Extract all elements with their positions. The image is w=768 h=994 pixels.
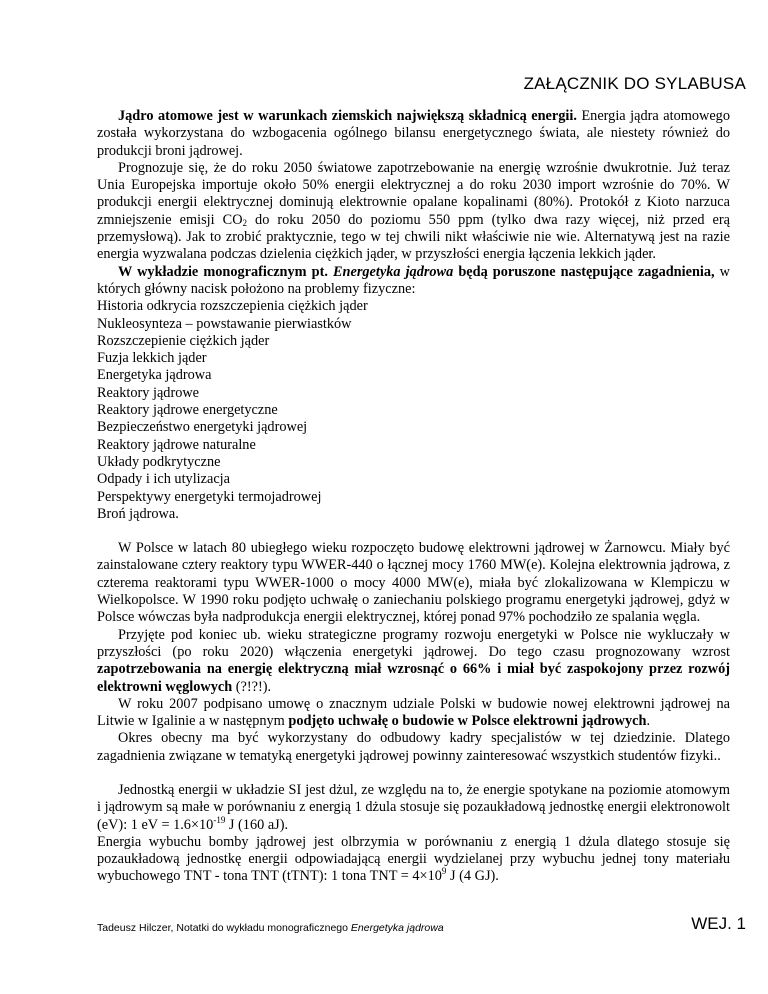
paragraph-zarnowiec: W Polsce w latach 80 ubiegłego wieku rozpoczęto budowę elektrowni jądrowej w Żarnowcu. Miały być zainstalowane cztery reaktory typu WWER-440 o łącznej mocy 1760 MW(e). Kolejna elektrownia jądrowa, z czterema reaktorami typu WWER-1000 o mocy 4000 MW(e), miała być zlokalizowana w Klempiczu w Wielkopolsce. W 1990 roku podjęto uchwałę o zaniechaniu polskiego programu energetyki jądrowej, gdyż w Polsce wówczas była nadprodukcja energii elektrycznej, której ponad 97% pochodziło ze spalania węgla. [97,540,730,626]
list-item: Historia odkrycia rozszczepienia ciężkich jąder [97,298,368,315]
strategy-text-b: (?!?!). [232,678,272,695]
list-item: Reaktory jądrowe [97,384,200,401]
paragraph-intro [97,108,730,160]
list-item: Perspektywy energetyki termojadrowej [97,488,322,505]
list-item: Reaktory jądrowe energetyczne [97,402,278,419]
footer-author-text: Tadeusz Hilczer, Notatki do wykładu monograficznego [97,922,351,934]
paragraph-2007-agreement [97,696,730,731]
list-item: Broń jądrowa. [97,505,179,522]
list-item: Nukleosynteza – powstawanie pierwiastków [97,315,352,332]
strategy-bold: zapotrzebowania na energię elektryczną miał wzrosnąć o 66% i miał być zaspokojony przez rozwój elektrowni węglowych [97,661,730,695]
agreement-bold: podjęto uchwałę o budowie w Polsce elektrowni jądrowych [288,713,647,730]
forecast-text-a: Prognozuje się, że do roku 2050 światowe zapotrzebowanie na energię wzrośnie dwukrotnie. Już teraz Unia Europejska importuje około 50% energii elektrycznej a do roku 2030 import wzrośnie do 70%. W produkcji energii elektrycznej dominują elektrownie opalane kopalinami (80%). Protokół z Kioto narzuca zmniejszenie emisji CO [97,159,730,228]
forecast-text-b: do roku 2050 do poziomu 550 ppm (tylko dwa razy więcej, niż przed erą przemysłową). Jak to zrobić praktycznie, tego w tej chwili nikt właściwie nie wie. Alternatywą jest na razie energia wyzwalana podczas dzielenia ciężkich jąder, w przyszłości energia łączenia lekkich jąder. [97,211,730,263]
ev-exponent: -19 [213,814,226,825]
co2-subscript: 2 [242,217,248,228]
lecture-course-title: Energetyka jądrowa [333,263,454,280]
strategy-text-a: Przyjęte pod koniec ub. wieku strategiczne programy rozwoju energetyki w Polsce nie wykluczały w przyszłości (po roku 2020) włączenia energetyki jądrowej. Do tego czasu prognozowany wzrost [97,626,730,660]
page-title: ZAŁĄCZNIK DO SYLABUSA [523,74,746,93]
footer-course-title: Energetyka jądrowa [350,922,444,934]
tnt-text-a: Energia wybuchu bomby jądrowej jest olbrzymia w porównaniu z energią 1 dżula dlatego stosuje się pozaukładową jednostkę energii odpowiadającą energii wydzielanej przy wybuchu jednej tony materiału wybuchowego TNT - tona TNT (tTNT): 1 tona TNT = 4×10 [97,833,730,885]
paragraph-strategy [97,627,730,696]
topic-list [97,298,730,523]
tnt-text-b: J (4 GJ). [446,868,499,885]
footer-author [97,922,444,934]
list-item: Energetyka jądrowa [97,367,212,384]
agreement-text-b: . [646,713,651,730]
tnt-exponent: 9 [441,866,447,877]
list-item: Rozszczepienie ciężkich jąder [97,332,270,349]
footer-page-number: WEJ. 1 [691,914,746,933]
lecture-rest: w których główny nacisk położono na problemy fizyczne: [97,263,731,297]
paragraph-forecast [97,160,730,264]
paragraph-specialists: Okres obecny ma być wykorzystany do odbudowy kadry specjalistów w tej dziedzinie. Dlatego zagadnienia związane w tematyką energetyki jądrowej powinny zainteresować wszystkich studentów fizyki.. [97,730,730,764]
paragraph-energy-unit-ev [97,782,730,834]
list-item: Bezpieczeństwo energetyki jądrowej [97,419,308,436]
intro-bold-sentence: Jądro atomowe jest w warunkach ziemskich największą składnicą energii. [118,108,577,124]
lecture-bold-2: będą poruszone następujące zagadnienia, [453,263,715,280]
paragraph-gap [97,523,730,540]
intro-rest: Energia jądra atomowego została wykorzystana do wzbogacenia ogólnego bilansu energetycznego świata, ale niestety również do produkcji broni jądrowej. [97,108,730,159]
list-item: Układy podkrytyczne [97,453,221,470]
lecture-bold-1: W wykładzie monograficznym pt. [118,263,333,280]
paragraph-energy-unit-tnt [97,834,730,886]
document-body [97,108,730,886]
list-item: Fuzja lekkich jąder [97,350,207,367]
paragraph-lecture-topics-intro [97,264,730,299]
list-item: Odpady i ich utylizacja [97,471,230,488]
agreement-text-a: W roku 2007 podpisano umowę o znacznym udziale Polski w budowie nowej elektrowni jądrowej na Litwie w Igalinie a w następnym [97,695,730,730]
paragraph-gap [97,765,730,782]
list-item: Reaktory jądrowe naturalne [97,436,256,453]
ev-text-a: Jednostką energii w układzie SI jest dżul, ze względu na to, że energie spotykane na poziomie atomowym i jądrowym są małe w porównaniu z energią 1 dżula stosuje się pozaukładową jednostkę energii elektronowolt (eV): 1 eV = 1.6×10 [97,781,730,833]
ev-text-b: J (160 aJ). [225,816,289,833]
